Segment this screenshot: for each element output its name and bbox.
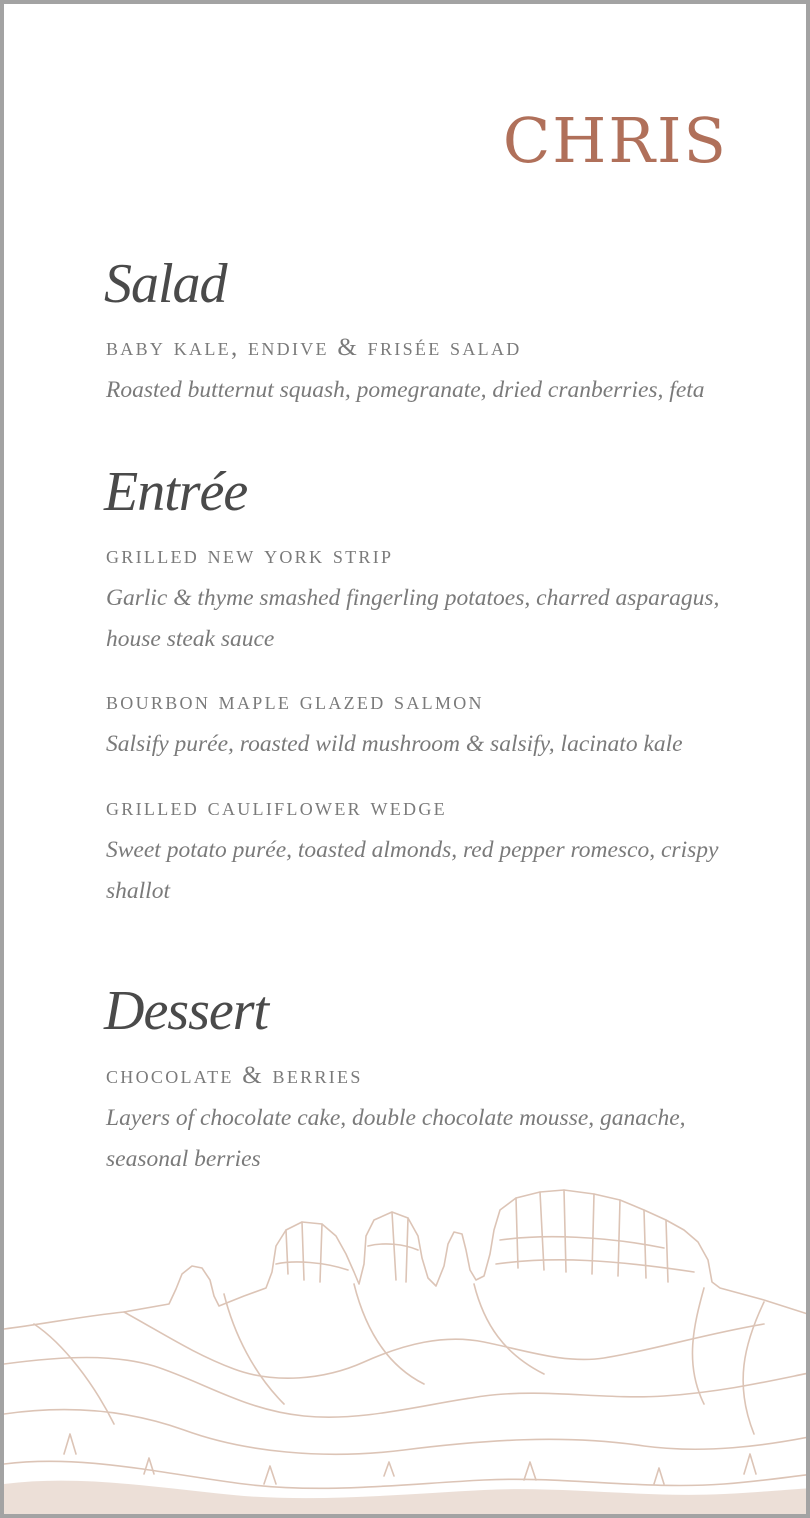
section-heading-dessert: Dessert (104, 980, 269, 1042)
dish-description: Salsify purée, roasted wild mushroom & salsify, lacinato kale (106, 731, 683, 757)
dish-description: Sweet potato purée, toasted almonds, red pepper romesco, crispy shallot (106, 837, 719, 904)
dish-item (106, 543, 746, 660)
section-heading-salad: Salad (104, 253, 227, 315)
guest-name: CHRIS (502, 104, 728, 177)
dish-item (106, 689, 746, 765)
dish-name: chocolate & berries (106, 1062, 363, 1089)
dish-name: bourbon maple glazed salmon (106, 688, 484, 715)
dish-description: Garlic & thyme smashed fingerling potatoes, charred asparagus, house steak sauce (106, 585, 720, 652)
dish-name: grilled cauliflower wedge (106, 794, 447, 821)
dish-item (106, 335, 746, 411)
red-rock-mountains-illustration (4, 1184, 810, 1514)
dish-item (106, 795, 746, 912)
dish-name: grilled new york strip (106, 542, 394, 569)
dish-description: Layers of chocolate cake, double chocolate mousse, ganache, seasonal berries (106, 1105, 686, 1172)
dish-description: Roasted butternut squash, pomegranate, dried cranberries, feta (106, 377, 705, 403)
section-heading-entree: Entrée (104, 461, 248, 523)
dish-name: baby kale, endive & frisée salad (106, 334, 522, 361)
dish-item (106, 1063, 746, 1180)
